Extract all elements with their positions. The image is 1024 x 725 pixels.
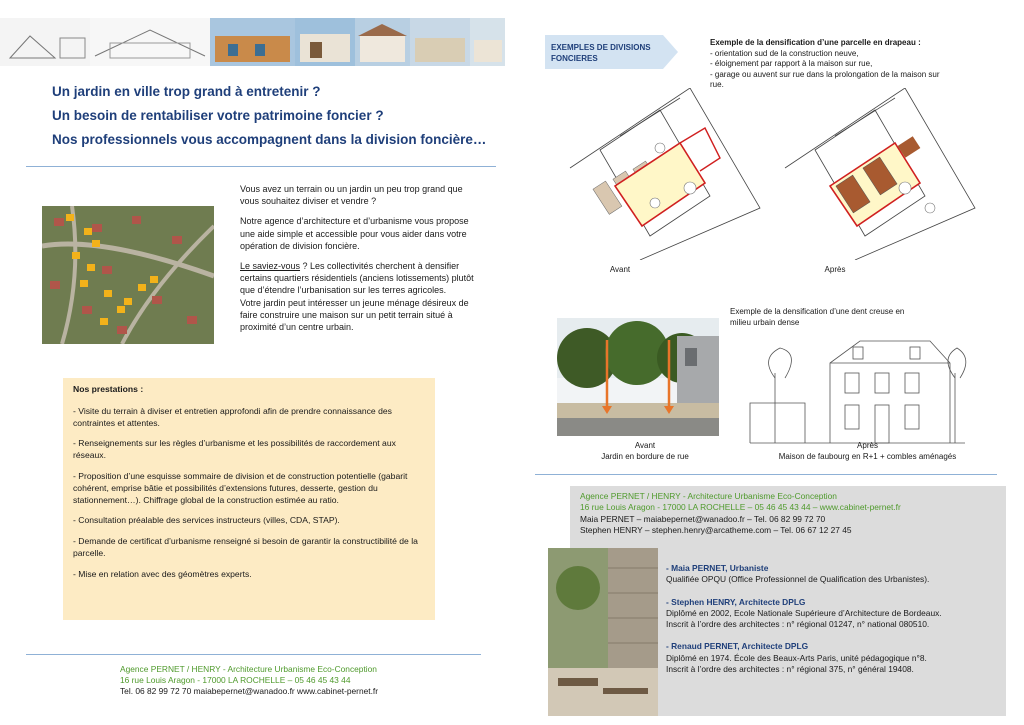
prestations-box xyxy=(63,378,435,620)
intro-text xyxy=(240,183,480,341)
team-member xyxy=(666,641,986,675)
member-name: - Maia PERNET, Urbaniste xyxy=(666,563,769,573)
house-sketch-after xyxy=(745,333,970,445)
plan-after-caption: Après xyxy=(824,265,846,274)
flag-example-title: Exemple de la densification d’une parcelle en drapeau : xyxy=(710,38,921,47)
prestation-item: - Proposition d’une esquisse sommaire de division et de construction potentielle (gabarit cohérent, emprise bâtie et possibilités d’extensions futures, desserte, gestion du stationnement…). Chiffrage global de la construction estimée au ratio. xyxy=(73,470,408,505)
contact-line-1: Agence PERNET / HENRY - Architecture Urbanisme Eco-Conception xyxy=(580,491,837,501)
member-detail: Inscrit à l’ordre des architectes : n° régional 375, n° général 19408. xyxy=(666,664,914,675)
avant-sub: Jardin en bordure de rue xyxy=(601,452,689,461)
team-member xyxy=(666,597,986,631)
examples-tag-label: EXEMPLES DE DIVISIONS FONCIERES xyxy=(551,43,651,63)
flag-example-text xyxy=(710,38,940,91)
heading-2: Un besoin de rentabiliser votre patrimoine foncier ? xyxy=(52,108,384,123)
intro-paragraph-3 xyxy=(240,260,480,333)
member-name: - Renaud PERNET, Architecte DPLG xyxy=(666,641,809,652)
contact-line-2: 16 rue Louis Aragon - 17000 LA ROCHELLE – 05 46 45 43 44 – www.cabinet-pernet.fr xyxy=(580,502,901,513)
heading-3: Nos professionnels vous accompagnent dans la division foncière… xyxy=(52,132,487,147)
member-detail: Diplômé en 2002, Ecole Nationale Supérieure d’Architecture de Bordeaux. xyxy=(666,607,942,618)
intro-paragraph-1: Vous avez un terrain ou un jardin un peu trop grand que vous souhaitez diviser et vendre ? xyxy=(240,184,463,207)
apres-label: Après xyxy=(857,441,878,450)
prestations-title: Nos prestations : xyxy=(73,384,144,394)
plan-after-drawing xyxy=(775,88,985,260)
plan-before-drawing xyxy=(560,88,770,260)
aerial-photo xyxy=(42,206,214,344)
flag-example-line: - orientation sud de la construction neuve, xyxy=(710,48,859,58)
divider xyxy=(26,166,496,167)
contact-line-3: Maia PERNET – maiabepernet@wanadoo.fr – Tel. 06 82 99 72 70 xyxy=(580,513,826,524)
terrace-photo xyxy=(548,548,658,716)
footer-address xyxy=(120,664,378,697)
footer-line-3: Tel. 06 82 99 72 70 maiabepernet@wanadoo.fr www.cabinet-pernet.fr xyxy=(120,686,379,696)
footer-line-2: 16 rue Louis Aragon - 17000 LA ROCHELLE – 05 46 45 43 44 xyxy=(120,675,351,685)
flag-example-line: - garage ou auvent sur rue dans la prolongation de la maison sur rue. xyxy=(710,69,940,89)
team-member xyxy=(666,563,986,586)
street-photo-caption xyxy=(590,440,700,462)
contact-line-4: Stephen HENRY – stephen.henry@arcatheme.com – Tel. 06 67 12 27 45 xyxy=(580,524,852,535)
contact-divider xyxy=(535,474,997,475)
footer-line-1: Agence PERNET / HENRY - Architecture Urbanisme Eco-Conception xyxy=(120,664,377,674)
member-detail: Diplômé en 1974. École des Beaux-Arts Paris, unité pédagogique n°8. xyxy=(666,652,927,663)
member-detail: Qualifiée OPQU (Office Professionnel de Qualification des Urbanistes). xyxy=(666,574,930,585)
footer-divider xyxy=(26,654,481,655)
houses-banner xyxy=(0,18,505,66)
prestation-item: - Visite du terrain à diviser et entretien approfondi afin de prendre connaissance des contraintes et attentes. xyxy=(73,405,392,428)
intro-paragraph-3-rest: ? Les collectivités cherchent à densifier certains quartiers résidentiels (anciens lotissements) plutôt que d’étendre l’urbanisation sur les terres agricoles. xyxy=(240,261,474,296)
flag-example-line: - éloignement par rapport à la maison sur rue, xyxy=(710,59,873,68)
prestation-item: - Consultation préalable des services instructeurs (villes, CDA, STAP). xyxy=(73,515,340,526)
member-name: - Stephen HENRY, Architecte DPLG xyxy=(666,596,806,607)
apres-sub: Maison de faubourg en R+1 + combles aménagés xyxy=(778,452,957,461)
avant-label: Avant xyxy=(634,441,656,450)
plan-before-caption: Avant xyxy=(609,265,631,274)
prestation-item: - Demande de certificat d’urbanisme renseigné si besoin de garantir la constructibilité de la parcelle. xyxy=(73,536,418,558)
contact-info xyxy=(580,491,901,536)
heading-1: Un jardin en ville trop grand à entretenir ? xyxy=(52,84,321,99)
prestation-item: - Renseignements sur les règles d’urbanisme et les possibilités de raccordement aux réseaux. xyxy=(73,438,396,461)
member-detail: Inscrit à l’ordre des architectes : n° régional 01247, n° national 080510. xyxy=(666,619,930,630)
dent-creuse-text: Exemple de la densification d’une dent creuse en milieu urbain dense xyxy=(730,307,905,327)
house-sketch-caption xyxy=(770,440,965,462)
street-photo-before xyxy=(557,318,719,436)
intro-paragraph-2: Notre agence d’architecture et d’urbanisme vous propose une aide simple et accessible pour vous aider dans votre opération de division foncière. xyxy=(240,216,469,251)
team-list xyxy=(666,563,986,686)
prestation-item: - Mise en relation avec des géomètres experts. xyxy=(73,568,252,579)
saviez-label: Le saviez-vous xyxy=(240,261,301,272)
intro-paragraph-4: Votre jardin peut intéresser un jeune ménage désireux de faire construire une maison sur un petit terrain situé à proximité d’un centre urbain. xyxy=(240,297,469,333)
